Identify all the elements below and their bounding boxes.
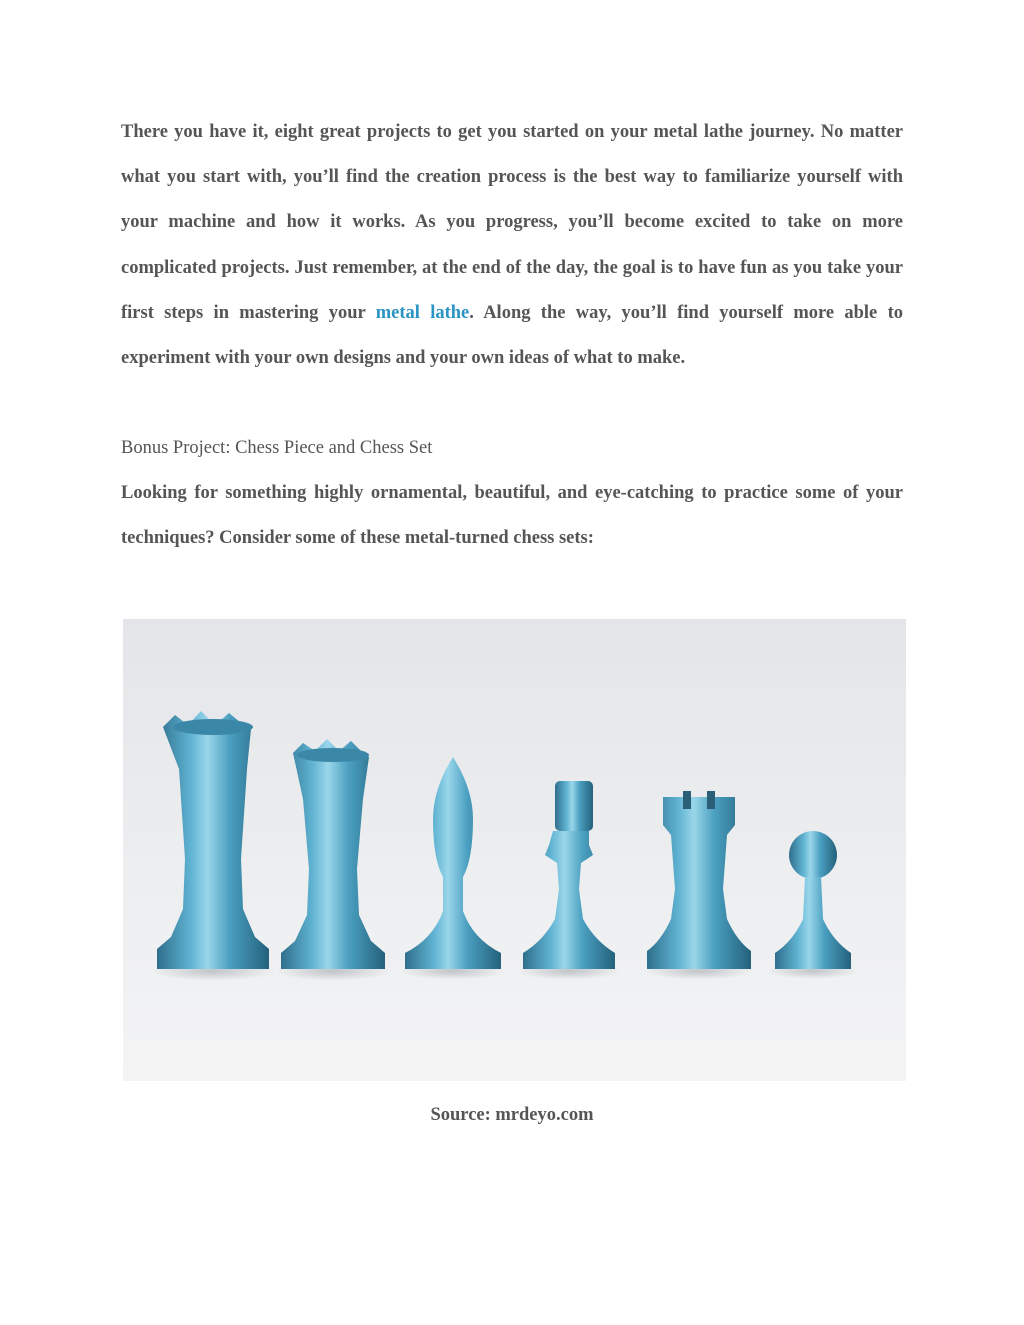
metal-lathe-link[interactable]: metal lathe: [375, 302, 470, 323]
intro-text-after-link: . Along the way, you’ll find yourself more able to experiment with your own designs and your own ideas of what to make.: [121, 302, 903, 369]
chess-pieces-photo: [123, 619, 906, 1081]
section-heading-text: Bonus Project: Chess Piece and Chess Set: [121, 438, 433, 458]
bonus-paragraph: Looking for something highly ornamental, beautiful, and eye-catching to practice some of your techniques? Consider some of these metal-turned chess sets:: [121, 483, 903, 549]
figure-caption: Source: mrdeyo.com: [430, 1105, 594, 1125]
intro-paragraph: [121, 110, 903, 381]
intro-text-before-link: There you have it, eight great projects to get you started on your metal lathe journey. No matter what you start with, you’ll find the creation process is the best way to familiarize yourself with your machine and how it works. As you progress, you’ll become excited to take on more complicated projects. Just remember, at the end of the day, the goal is to have fun as you take your first steps in mastering your: [121, 122, 903, 323]
section-heading: [121, 426, 903, 471]
